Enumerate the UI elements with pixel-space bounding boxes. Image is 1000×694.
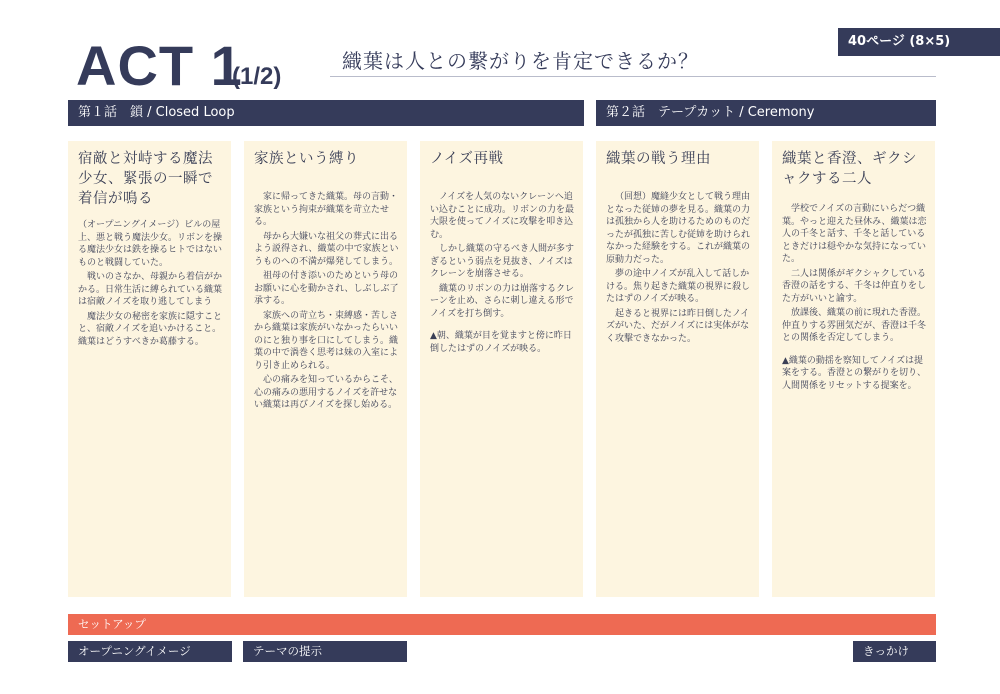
story-card-1 [68, 141, 231, 597]
card-paragraph: 心の痛みを知っているからこそ、心の痛みの悪用するノイズを許せない織葉は再びノイズを探し始める。 [254, 375, 398, 410]
theme-stated-tag: テーマの提示 [243, 641, 407, 662]
act-part-label: (1/2) [232, 63, 282, 90]
card-title: 家族という縛り [254, 151, 359, 167]
story-card-4 [596, 141, 759, 597]
theme-underline [330, 76, 936, 77]
page-count-badge: 40ページ (8×5) [838, 28, 1000, 56]
episode-2-header: 第２話 テープカット / Ceremony [596, 100, 936, 126]
card-body [78, 219, 223, 348]
card-paragraph: 起きると視界には昨日倒したノイズがいた、だがノイズには実体がなく攻撃できなかった。 [606, 308, 750, 344]
card-paragraph: 夢の途中ノイズが乱入して話しかける。焦り起きた織葉の視界に殺したはずのノイズが映る。 [606, 269, 751, 304]
card-paragraph: 魔法少女の秘密を家族に隠すことと、宿敵ノイズを追いかけること。織葉はどうすべきか葛藤する。 [78, 311, 223, 347]
opening-image-tag: オープニングイメージ [68, 641, 232, 662]
card-paragraph: しかし織葉の守るべき人間が多すぎるという弱点を見抜き、ノイズはクレーンを崩落させる。 [430, 244, 575, 279]
card-body [606, 179, 751, 345]
card-title: 織葉の戦う理由 [606, 151, 711, 167]
story-card-2 [244, 141, 407, 597]
card-paragraph: 戦いのさなか、母親から着信がかかる。日常生活に縛られている織葉は宿敵ノイズを取り逃してしまう [78, 272, 223, 307]
card-paragraph: 家族への苛立ち・束縛感・苦しさから織葉は家族がいなかったらいいのにと独り事を口にしてしまう。織葉の中で渦巻く思考は妹の入室により引き止められる。 [254, 310, 399, 371]
card-body [782, 199, 927, 392]
episode-1-header: 第１話 鎖 / Closed Loop [68, 100, 584, 126]
act-title: ACT 1 [76, 34, 243, 97]
card-body [254, 179, 399, 412]
card-title: ノイズ再戦 [430, 151, 504, 167]
card-paragraph: 二人は関係がギクシャクしている香澄の話をする、千冬は仲直りをした方がいいと諭す。 [782, 268, 927, 304]
card-paragraph: 織葉のリボンの力は崩落するクレーンを止め、さらに刺し違える形でノイズを打ち倒す。 [430, 283, 575, 319]
card-paragraph: （オープニングイメージ）ビルの屋上、悪と戦う魔法少女。リボンを操る魔法少女は鉄を操るヒトではないものと戦闘していた。 [78, 220, 223, 268]
card-paragraph: ノイズを人気のないクレーンへ追い込むことに成功。リボンの力を最大限を使ってノイズに攻撃を叩き込む。 [430, 192, 575, 240]
card-paragraph: 母から大嫌いな祖父の葬式に出るよう説得され、織葉の中で家族というものへの不満が爆発してしまう。 [254, 231, 399, 267]
setup-band: セットアップ [68, 614, 936, 635]
card-paragraph: 学校でノイズの言動にいらだつ織葉。やっと迎えた昼休み、織葉は恋人の千冬と話す、千冬と話しているときだけは穏やかな気持になっていた。 [782, 204, 927, 264]
card-note: ▲朝、織葉が目を覚ますと傍に昨日倒したはずのノイズが映る。 [430, 331, 572, 354]
theme-question: 織葉は人との繋がりを肯定できるか？ [342, 49, 699, 73]
card-paragraph: 家に帰ってきた織葉。母の言動・家族という拘束が織葉を苛立たせる。 [254, 192, 399, 227]
catalyst-tag: きっかけ [853, 641, 936, 662]
card-paragraph: （回想）魔縫少女として戦う理由となった従姉の夢を見る。織葉の力は孤独から人を助けるためのものだったが孤独に苦しむ従姉を助けられなかった経験をする。これが織葉の原動力だった。 [606, 192, 751, 265]
card-paragraph: 祖母の付き添いのためという母のお願いに心を動かされ、しぶしぶ了承する。 [254, 271, 399, 306]
card-title: 宿敵と対峙する魔法少女、緊張の一瞬で着信が鳴る [78, 151, 213, 207]
card-body [430, 179, 575, 355]
story-card-3 [420, 141, 583, 597]
story-card-5 [772, 141, 935, 597]
card-paragraph: 放課後、織葉の前に現れた香澄。仲直りする雰囲気だが、香澄は千冬との関係を否定してしまう。 [782, 308, 927, 343]
card-note: ▲織葉の動揺を察知してノイズは提案をする。香澄との繋がりを切り、人間関係をリセットする提案を。 [782, 355, 927, 391]
card-title: 織葉と香澄、ギクシャクする二人 [782, 151, 917, 187]
